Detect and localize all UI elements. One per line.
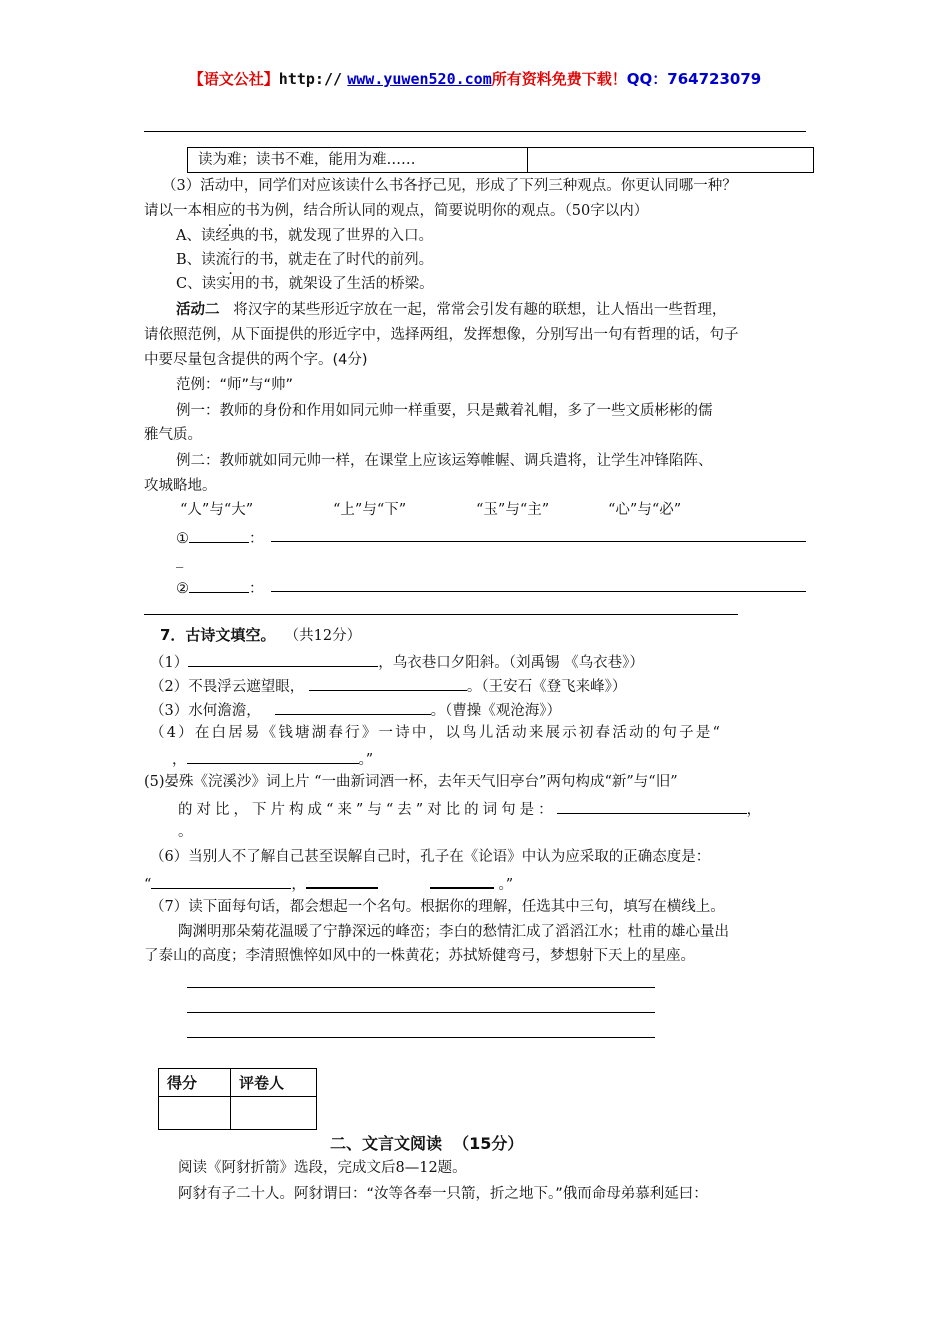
example-label: 范例：“师”与“帅” xyxy=(176,377,294,393)
q7-item5-line2 xyxy=(178,797,761,820)
q7-item1-blank[interactable] xyxy=(188,650,378,667)
header-protocol: http:// xyxy=(278,70,343,88)
answer-2 xyxy=(176,576,264,599)
q3-option-a xyxy=(176,226,433,246)
example2-line2: 攻城略地。 xyxy=(144,478,217,494)
q7-item4-close: 。” xyxy=(358,752,374,768)
q7-answer-line-1[interactable] xyxy=(187,987,655,988)
header-slogan: 所有资料免费下载！ xyxy=(491,70,627,88)
activity2-line2: 请依照范例，从下面提供的形近字中，选择两组，发挥想像，分别写出一句有哲理的话，句子 xyxy=(144,327,739,343)
q7-item6-line2 xyxy=(144,871,513,895)
option-b-keyword: 流行 xyxy=(215,252,245,268)
q7-item5-line3: 。 xyxy=(178,824,193,840)
section2-points: （15分） xyxy=(453,1134,524,1153)
option-c-prefix: C、读 xyxy=(176,276,217,292)
section2-passage: 阿豺有子二十人。阿豺谓曰：“汝等各奉一只箭，折之地下。”俄而命母弟慕利延曰： xyxy=(178,1186,708,1202)
activity2-intro: 将汉字的某些形近字放在一起，常常会引发有趣的联想，让人悟出一些哲理， xyxy=(233,302,727,318)
page-header xyxy=(0,68,950,89)
q3-option-c xyxy=(176,274,434,294)
score-label: 得分 xyxy=(167,1074,198,1092)
score-table-hline xyxy=(159,1096,316,1097)
q7-item3-blank[interactable] xyxy=(275,698,431,715)
q7-item3-prefix: （3）水何澹澹， xyxy=(150,703,261,719)
q7-item5-blank[interactable] xyxy=(557,797,747,814)
q7-item6-blank2[interactable] xyxy=(306,871,378,889)
answer-2-pair-blank[interactable] xyxy=(189,576,249,593)
q7-item5-line1: (5)晏殊《浣溪沙》词上片 “一曲新词酒一杯，去年天气旧亭台”两句构成“新”与“旧” xyxy=(144,774,678,790)
char-pair-4: “心”与“必” xyxy=(608,502,682,518)
option-a-suffix: 的书，就发现了世界的入口。 xyxy=(244,228,433,244)
q7-answer-line-2[interactable] xyxy=(187,1012,655,1013)
q7-item4-comma: ， xyxy=(172,752,187,768)
section2-intro: 阅读《阿豺折箭》选段，完成文后8—12题。 xyxy=(178,1160,467,1176)
q7-item1 xyxy=(150,650,644,673)
option-b-suffix: 的书，就走在了时代的前列。 xyxy=(244,252,434,268)
q7-item4-line2 xyxy=(172,747,373,770)
q7-item1-prefix: （1） xyxy=(150,655,189,671)
q7-points: （共12分） xyxy=(284,628,362,644)
answer-1-number: ① xyxy=(176,531,189,547)
score-table-vline xyxy=(230,1069,231,1129)
header-url-link[interactable]: www.yuwen520.com xyxy=(347,70,492,88)
q7-title: 7．古诗文填空。 xyxy=(160,626,276,644)
char-pair-2: “上”与“下” xyxy=(333,502,407,518)
q7-item6-close: 。” xyxy=(498,877,514,893)
answer-2-line[interactable] xyxy=(271,591,806,592)
q7-item5-comma: ， xyxy=(746,802,762,818)
answer-2-colon: ： xyxy=(249,581,264,597)
section-divider xyxy=(144,614,738,615)
q3-option-b xyxy=(176,250,433,270)
q7-item6-open: “ xyxy=(144,877,152,893)
q7-item5-text: 的对比，下片构成“来”与“去”对比的词句是： xyxy=(178,802,557,818)
answer-2-number: ② xyxy=(176,581,189,597)
header-qq: QQ：764723079 xyxy=(626,70,762,88)
q7-item7-line3: 了泰山的高度；李清照憔悴如风中的一株黄花；苏拭矫健弯弓，梦想射下天上的星座。 xyxy=(144,948,695,964)
option-a-prefix: A、读 xyxy=(176,228,216,244)
activity2-line3: 中要尽量包含提供的两个字。(4分) xyxy=(144,352,368,368)
activity2-title: 活动二 xyxy=(176,302,220,318)
score-table xyxy=(158,1068,317,1130)
q7-item6-comma: ， xyxy=(291,877,306,893)
example1-line2: 雅气质。 xyxy=(144,427,202,443)
q7-item2 xyxy=(150,674,626,697)
answer-1-colon: ： xyxy=(249,531,264,547)
q7-item6-blank3[interactable] xyxy=(430,871,494,889)
q7-item3-suffix: 。（曹操《观沧海》） xyxy=(430,703,562,719)
option-c-suffix: 的书，就架设了生活的桥梁。 xyxy=(245,276,434,292)
q7-item2-blank[interactable] xyxy=(309,674,467,691)
header-brand: 【语文公社】 xyxy=(188,70,279,88)
q7-item6-line1: （6）当别人不了解自己甚至误解自己时，孔子在《论语》中认为应采取的正确态度是： xyxy=(150,849,711,865)
q7-item2-suffix: 。（王安石《登飞来峰》） xyxy=(466,679,627,695)
answer-1 xyxy=(176,526,264,549)
char-pair-1: “人”与“大” xyxy=(180,502,254,518)
example2-line1: 例二：教师就如同元帅一样，在课堂上应该运筹帷幄、调兵遣将，让学生冲锋陷阵、 xyxy=(176,453,713,469)
q7-item1-suffix: ，乌衣巷口夕阳斜。（刘禹锡 《乌衣巷》） xyxy=(378,655,644,671)
q7-item3 xyxy=(150,698,561,721)
option-b-prefix: B、读 xyxy=(176,252,216,268)
section2-title: 二、文言文阅读 xyxy=(330,1134,443,1153)
q7-item4-line1: （4）在白居易《钱塘湖春行》一诗中，以鸟儿活动来展示初春活动的句子是“ xyxy=(150,725,723,741)
stray-underscore: _ xyxy=(176,552,184,568)
section2-heading xyxy=(330,1133,523,1155)
header-divider xyxy=(144,131,806,132)
char-pair-3: “玉”与“主” xyxy=(476,502,550,518)
answer-1-line[interactable] xyxy=(271,541,806,542)
table-divider xyxy=(527,148,528,172)
q7-item7-line2: 陶渊明那朵菊花温暖了宁静深远的峰峦；李白的愁情汇成了滔滔江水；杜甫的雄心量出 xyxy=(178,924,729,940)
answer-1-pair-blank[interactable] xyxy=(189,526,249,543)
q7-item4-blank[interactable] xyxy=(187,747,359,764)
example1-line1: 例一：教师的身份和作用如同元帅一样重要，只是戴着礼帽，多了一些文质彬彬的儒 xyxy=(176,403,713,419)
q7-item7-line1: （7）读下面每句话，都会想起一个名句。根据你的理解，任选其中三句，填写在横线上。 xyxy=(150,899,725,915)
q7-item6-blank1[interactable] xyxy=(151,872,291,889)
reading-table-row xyxy=(187,147,814,173)
q7-heading xyxy=(160,625,361,646)
q7-answer-line-3[interactable] xyxy=(187,1037,655,1038)
q3-line2: 请以一本相应的书为例，结合所认同的观点，简要说明你的观点。（50字以内） xyxy=(144,203,649,219)
q7-item2-prefix: （2）不畏浮云遮望眼， xyxy=(150,679,305,695)
table-cell-text: 读为难；读书不难，能用为难…… xyxy=(198,152,416,168)
option-a-keyword: 经典 xyxy=(215,228,245,244)
grader-label: 评卷人 xyxy=(239,1074,285,1092)
q3-line1: （3）活动中，同学们对应该读什么书各抒己见，形成了下列三种观点。你更认同哪一种？ xyxy=(162,178,737,194)
option-c-keyword: 实用 xyxy=(216,276,246,292)
activity2-line1 xyxy=(176,300,726,320)
